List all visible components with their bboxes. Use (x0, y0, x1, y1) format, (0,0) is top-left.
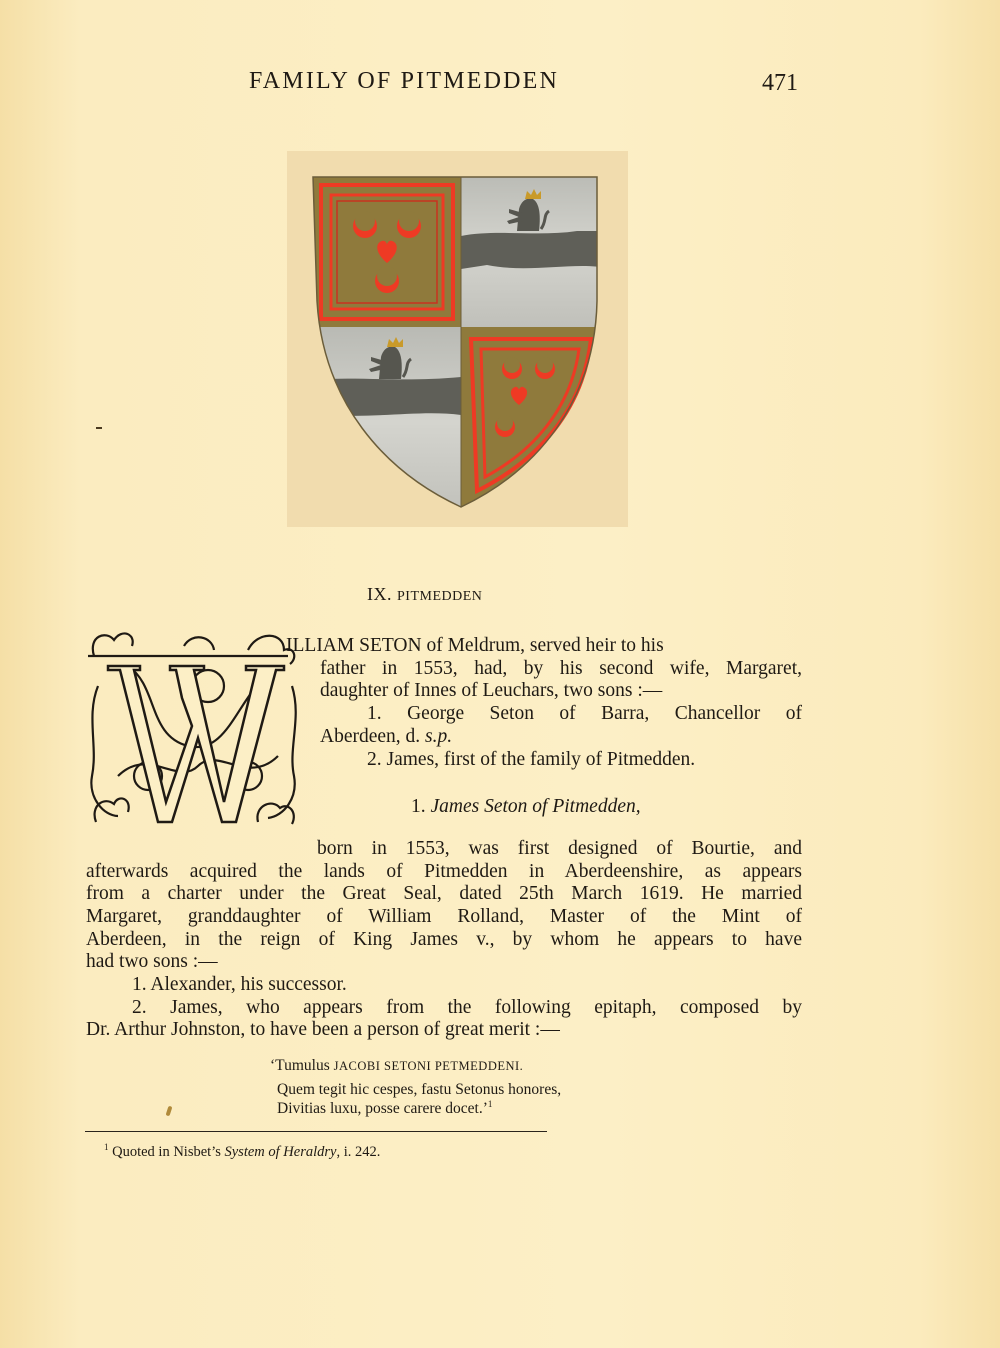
para1-line-1: ILLIAM SETON of Meldrum, served heir to his (286, 635, 664, 656)
para2-line-4: Margaret, granddaughter of William Rolland, Master of the Mint of (86, 906, 802, 927)
para2-line-6: had two sons :— (86, 951, 218, 972)
page-speck (96, 427, 102, 429)
para1-line-3: daughter of Innes of Leuchars, two sons :— (320, 680, 663, 701)
section-numeral: IX. (367, 584, 392, 604)
para2-line-5: Aberdeen, in the reign of King James v., by whom he appears to have (86, 929, 802, 950)
para1-line-2: father in 1553, had, by his second wife, Margaret, (320, 658, 802, 679)
page-number: 471 (762, 70, 798, 96)
para2-line-8: 2. James, who appears from the following epitaph, composed by (132, 997, 802, 1018)
name-lead: ILLIAM SETON (286, 635, 422, 656)
para1-line-4: 1. George Seton of Barra, Chancellor of (367, 703, 802, 724)
epitaph-title: ‘Tumulus JACOBI SETONI PETMEDDENI. (270, 1057, 524, 1074)
subheading-title: James Seton of Pitmedden, (430, 796, 641, 817)
para2-line-9: Dr. Arthur Johnston, to have been a person of great merit :— (86, 1019, 560, 1040)
running-title: FAMILY OF PITMEDDEN (249, 68, 560, 94)
footnote-mark: 1 (104, 1142, 109, 1152)
page-stain (166, 1106, 173, 1117)
coat-of-arms-plate (287, 151, 628, 527)
footnote-ref: 1 (487, 1099, 493, 1109)
drop-cap-initial (88, 626, 300, 832)
section-name: PITMEDDEN (397, 589, 483, 604)
sine-prole: s.p. (425, 726, 453, 747)
ornamental-w-icon (88, 626, 300, 832)
para1-line-6: 2. James, first of the family of Pitmedden. (367, 749, 696, 770)
footnote: $^1$ Quoted in Nisbet’s System of Heraldry, i. 242. (104, 1142, 381, 1160)
section-title (367, 584, 482, 605)
shield-icon (287, 151, 628, 527)
para2-line-7: 1. Alexander, his successor. (132, 974, 347, 995)
subheading: 1. James Seton of Pitmedden, (411, 796, 641, 817)
footnote-book-title: System of Heraldry (224, 1144, 337, 1160)
para2-line-1: born in 1553, was first designed of Bourtie, and (317, 838, 802, 859)
epitaph-line-1: Quem tegit hic cespes, fastu Setonus honores, (277, 1081, 562, 1098)
epitaph-line-2: Divitias luxu, posse carere docet.’$^1$ (277, 1099, 493, 1117)
para1-line-5: Aberdeen, d. s.p. (320, 726, 453, 747)
para2-line-2: afterwards acquired the lands of Pitmedden in Aberdeenshire, as appears (86, 861, 802, 882)
footnote-rule (85, 1131, 547, 1132)
para2-line-3: from a charter under the Great Seal, dated 25th March 1619. He married (86, 883, 802, 904)
